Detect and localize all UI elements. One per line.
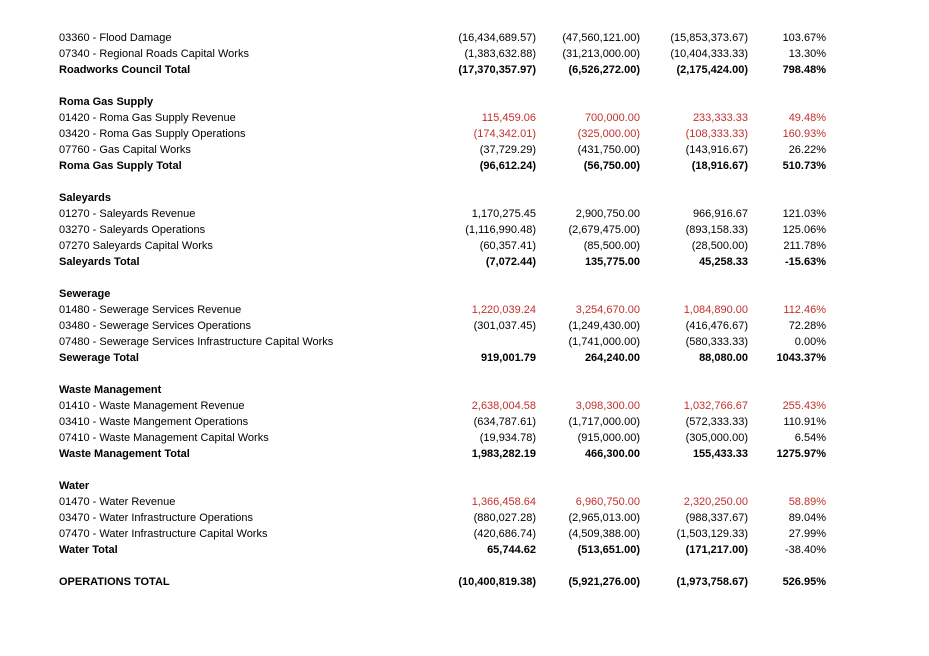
account-row xyxy=(59,318,826,334)
amount-cell: 1,220,039.24 xyxy=(471,304,536,316)
section-title: Sewerage xyxy=(59,288,111,300)
account-row xyxy=(59,238,826,254)
amount-cell: (1,249,430.00) xyxy=(568,320,640,332)
amount-cell: (2,965,013.00) xyxy=(568,512,640,524)
percent-cell: 6.54% xyxy=(794,432,826,444)
amount-cell: (108,333.33) xyxy=(685,128,748,140)
row-label: 03410 - Waste Mangement Operations xyxy=(59,416,249,428)
section-title: Saleyards xyxy=(59,192,111,204)
amount-cell: (4,509,388.00) xyxy=(568,528,640,540)
amount-cell: 1,983,282.19 xyxy=(471,448,536,460)
account-row xyxy=(59,142,826,158)
spacer-row xyxy=(59,366,826,382)
percent-cell: -38.40% xyxy=(785,544,826,556)
amount-cell: (1,973,758.67) xyxy=(676,576,748,588)
spacer-row xyxy=(59,78,826,94)
amount-cell: (174,342.01) xyxy=(473,128,536,140)
amount-cell: (19,934.78) xyxy=(479,432,536,444)
spacer-row xyxy=(59,462,826,478)
account-row xyxy=(59,494,826,510)
percent-cell: 510.73% xyxy=(782,160,826,172)
account-row xyxy=(59,46,826,62)
percent-cell: 26.22% xyxy=(788,144,826,156)
amount-cell: (1,383,632.88) xyxy=(464,48,536,60)
percent-cell: 0.00% xyxy=(794,336,826,348)
row-label: 07340 - Regional Roads Capital Works xyxy=(59,48,249,60)
total-row xyxy=(59,446,826,462)
amount-cell: (1,717,000.00) xyxy=(568,416,640,428)
amount-cell: 2,900,750.00 xyxy=(575,208,640,220)
amount-cell: 3,098,300.00 xyxy=(575,400,640,412)
amount-cell: 1,170,275.45 xyxy=(471,208,536,220)
account-row xyxy=(59,510,826,526)
total-row xyxy=(59,574,826,590)
row-label: Roadworks Council Total xyxy=(59,64,191,76)
percent-cell: -15.63% xyxy=(785,256,826,268)
amount-cell: (431,750.00) xyxy=(577,144,640,156)
total-row xyxy=(59,62,826,78)
row-label: Water Total xyxy=(59,544,118,556)
amount-cell: (10,400,819.38) xyxy=(458,576,536,588)
amount-cell: 88,080.00 xyxy=(699,352,748,364)
row-label: 03360 - Flood Damage xyxy=(59,32,172,44)
amount-cell: (6,526,272.00) xyxy=(568,64,640,76)
amount-cell: (915,000.00) xyxy=(577,432,640,444)
amount-cell: 466,300.00 xyxy=(584,448,640,460)
percent-cell: 110.91% xyxy=(783,416,826,428)
amount-cell: (634,787.61) xyxy=(473,416,536,428)
amount-cell: (1,116,990.48) xyxy=(465,224,536,236)
percent-cell: 121.03% xyxy=(782,208,826,220)
amount-cell: (416,476.67) xyxy=(685,320,748,332)
amount-cell: (301,037.45) xyxy=(473,320,536,332)
spacer-row xyxy=(59,270,826,286)
amount-cell: 233,333.33 xyxy=(692,112,748,124)
spacer-row xyxy=(59,558,826,574)
amount-cell: 1,032,766.67 xyxy=(683,400,748,412)
percent-cell: 125.06% xyxy=(782,224,826,236)
row-label: 03480 - Sewerage Services Operations xyxy=(59,320,251,332)
total-row xyxy=(59,254,826,270)
row-label: Saleyards Total xyxy=(59,256,140,268)
percent-cell: 1043.37% xyxy=(776,352,826,364)
amount-cell: (85,500.00) xyxy=(583,240,640,252)
row-label: 07480 - Sewerage Services Infrastructure Capital Works xyxy=(59,336,334,348)
section-header-row xyxy=(59,190,826,206)
percent-cell: 526.95% xyxy=(782,576,826,588)
amount-cell: (572,333.33) xyxy=(685,416,748,428)
section-header-row xyxy=(59,94,826,110)
row-label: Sewerage Total xyxy=(59,352,139,364)
amount-cell: (17,370,357.97) xyxy=(458,64,536,76)
percent-cell: 103.67% xyxy=(782,32,826,44)
percent-cell: 112.46% xyxy=(783,304,826,316)
percent-cell: 72.28% xyxy=(788,320,826,332)
percent-cell: 49.48% xyxy=(788,112,826,124)
percent-cell: 13.30% xyxy=(788,48,826,60)
amount-cell: (31,213,000.00) xyxy=(562,48,640,60)
amount-cell: 1,084,890.00 xyxy=(683,304,748,316)
total-row xyxy=(59,542,826,558)
amount-cell: 155,433.33 xyxy=(692,448,748,460)
amount-cell: 3,254,670.00 xyxy=(575,304,640,316)
spacer-row xyxy=(59,174,826,190)
amount-cell: (305,000.00) xyxy=(685,432,748,444)
amount-cell: (1,503,129.33) xyxy=(676,528,748,540)
percent-cell: 798.48% xyxy=(782,64,826,76)
percent-cell: 211.78% xyxy=(783,240,826,252)
amount-cell: 966,916.67 xyxy=(692,208,748,220)
row-label: 01410 - Waste Management Revenue xyxy=(59,400,245,412)
account-row xyxy=(59,302,826,318)
amount-cell: (37,729.29) xyxy=(479,144,536,156)
section-header-row xyxy=(59,478,826,494)
percent-cell: 27.99% xyxy=(788,528,826,540)
amount-cell: (18,916.67) xyxy=(691,160,748,172)
row-label: Waste Management Total xyxy=(59,448,190,460)
account-row xyxy=(59,30,826,46)
amount-cell: (60,357.41) xyxy=(479,240,536,252)
account-row xyxy=(59,222,826,238)
percent-cell: 160.93% xyxy=(782,128,826,140)
amount-cell: (580,333.33) xyxy=(685,336,748,348)
amount-cell: (513,651.00) xyxy=(577,544,640,556)
section-header-row xyxy=(59,286,826,302)
amount-cell: (15,853,373.67) xyxy=(670,32,748,44)
amount-cell xyxy=(436,334,536,350)
percent-cell: 89.04% xyxy=(788,512,826,524)
row-label: 01270 - Saleyards Revenue xyxy=(59,208,196,220)
amount-cell: (2,175,424.00) xyxy=(676,64,748,76)
report-table xyxy=(59,30,826,590)
amount-cell: 919,001.79 xyxy=(480,352,536,364)
amount-cell: 2,320,250.00 xyxy=(683,496,748,508)
amount-cell: (171,217.00) xyxy=(685,544,748,556)
amount-cell: 65,744.62 xyxy=(487,544,536,556)
amount-cell: 264,240.00 xyxy=(584,352,640,364)
row-label: 03470 - Water Infrastructure Operations xyxy=(59,512,254,524)
percent-cell: 255.43% xyxy=(782,400,826,412)
row-label: 07270 Saleyards Capital Works xyxy=(59,240,213,252)
account-row xyxy=(59,414,826,430)
row-label: OPERATIONS TOTAL xyxy=(59,576,170,588)
row-label: 01420 - Roma Gas Supply Revenue xyxy=(59,112,236,124)
row-label: 03420 - Roma Gas Supply Operations xyxy=(59,128,246,140)
amount-cell: (893,158.33) xyxy=(685,224,748,236)
section-title: Water xyxy=(59,480,90,492)
section-title: Roma Gas Supply xyxy=(59,96,154,108)
section-title: Waste Management xyxy=(59,384,162,396)
account-row xyxy=(59,126,826,142)
amount-cell: (880,027.28) xyxy=(473,512,536,524)
amount-cell: (325,000.00) xyxy=(577,128,640,140)
amount-cell: (56,750.00) xyxy=(583,160,640,172)
amount-cell: (47,560,121.00) xyxy=(562,32,640,44)
total-row xyxy=(59,350,826,366)
amount-cell: (988,337.67) xyxy=(685,512,748,524)
section-header-row xyxy=(59,382,826,398)
amount-cell: (10,404,333.33) xyxy=(670,48,748,60)
amount-cell: (143,916.67) xyxy=(685,144,748,156)
amount-cell: (7,072.44) xyxy=(485,256,536,268)
account-row xyxy=(59,526,826,542)
account-row xyxy=(59,206,826,222)
amount-cell: 700,000.00 xyxy=(584,112,640,124)
account-row xyxy=(59,334,826,350)
row-label: 01470 - Water Revenue xyxy=(59,496,176,508)
row-label: 07760 - Gas Capital Works xyxy=(59,144,191,156)
amount-cell: (420,686.74) xyxy=(473,528,536,540)
amount-cell: 6,960,750.00 xyxy=(575,496,640,508)
amount-cell: (5,921,276.00) xyxy=(568,576,640,588)
row-label: 03270 - Saleyards Operations xyxy=(59,224,206,236)
account-row xyxy=(59,430,826,446)
account-row xyxy=(59,398,826,414)
total-row xyxy=(59,158,826,174)
amount-cell: 1,366,458.64 xyxy=(471,496,536,508)
amount-cell: 45,258.33 xyxy=(699,256,748,268)
amount-cell: (96,612.24) xyxy=(479,160,536,172)
percent-cell: 1275.97% xyxy=(776,448,826,460)
row-label: 07470 - Water Infrastructure Capital Works xyxy=(59,528,268,540)
amount-cell: (2,679,475.00) xyxy=(568,224,640,236)
amount-cell: (1,741,000.00) xyxy=(568,336,640,348)
amount-cell: 135,775.00 xyxy=(584,256,640,268)
row-label: Roma Gas Supply Total xyxy=(59,160,182,172)
percent-cell: 58.89% xyxy=(788,496,826,508)
amount-cell: (28,500.00) xyxy=(691,240,748,252)
row-label: 07410 - Waste Management Capital Works xyxy=(59,432,269,444)
amount-cell: 115,459.06 xyxy=(481,112,536,124)
amount-cell: (16,434,689.57) xyxy=(458,32,536,44)
row-label: 01480 - Sewerage Services Revenue xyxy=(59,304,242,316)
amount-cell: 2,638,004.58 xyxy=(471,400,536,412)
account-row xyxy=(59,110,826,126)
